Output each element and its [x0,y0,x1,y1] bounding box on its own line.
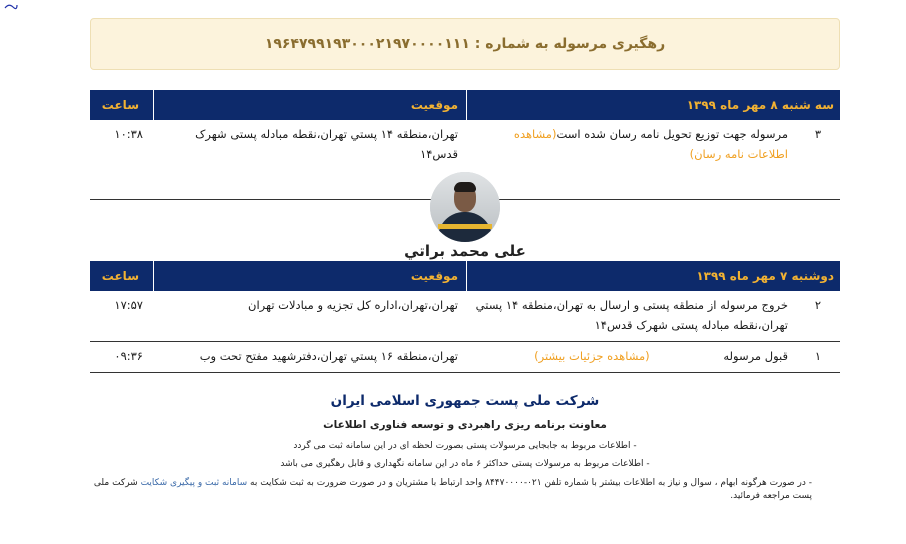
row-number: ۳ [814,127,822,141]
footer-info-line-1: - اطلاعات مربوط به جابجایی مرسولات پستی بصورت لحظه ای در این سامانه ثبت می گردد [293,441,637,451]
footer-info-line-2: - اطلاعات مربوط به مرسولات پستی حداکثر ۶ ماه در این سامانه نگهداری و قابل رهگیری می باشد [280,459,650,469]
location-header: موقعیت [153,90,466,120]
footer-dept: معاونت برنامه ریزی راهبردی و توسعه فناوری اطلاعات [323,419,607,431]
table-header [90,90,840,120]
row-description [466,342,796,372]
row-time: ۱۷:۵۷ [114,298,143,312]
row-location: تهران،منطقه ۱۴ پستي تهران،نقطه مبادله پستی شهرک قدس۱۴ [195,127,458,161]
footer [90,393,840,503]
row-number: ۲ [814,298,822,312]
tracking-title: رهگیری مرسوله به شماره : ۱۹۶۴۷۹۹۱۹۳۰۰۰۲۱۹۷۰۰۰۰۱۱۱ [264,36,666,52]
courier-name: علی محمد براتي [404,242,526,260]
tracking-title-box [90,18,840,70]
view-postman-info-link[interactable]: (مشاهده اطلاعات نامه رسان) [513,127,788,161]
courier-avatar [430,172,500,242]
complaint-system-link[interactable]: سامانه ثبت و پیگیری شکایت [140,478,248,488]
date-header: دوشنبه ۷ مهر ماه ۱۳۹۹ [466,261,840,291]
table-row [90,291,840,342]
location-header: موقعیت [153,261,466,291]
time-header: ساعت [101,269,139,283]
tracking-table-day-2 [90,261,840,373]
footer-note-prefix: - در صورت هرگونه ابهام ، سوال و نیاز به اطلاعات بیشتر با شماره تلفن ۰۲۱-۸۴۴۷۰۰۰۰ واحد ارتباط با مشتریان و در صورت ضرورت به ثبت شکایت به [250,478,812,488]
view-more-details-link[interactable]: (مشاهده جزئیات بیشتر) [534,349,650,363]
row-time: ۰۹:۳۶ [114,349,143,363]
footer-org-title: شرکت ملی پست جمهوری اسلامی ایران [330,393,600,409]
footer-contact-note [90,477,840,503]
row-description-text: مرسوله جهت توزیع تحویل نامه رسان شده است [556,127,788,141]
row-location: تهران،منطقه ۱۶ پستي تهران،دفترشهید مفتح تحت وب [199,349,458,363]
row-time: ۱۰:۳۸ [114,127,143,141]
row-description: خروج مرسوله از منطقه پستی و ارسال به تهران،منطقه ۱۴ پستي تهران،نقطه مبادله پستی شهرک قدس۱۴ [475,298,788,332]
row-description-text: قبول مرسوله [723,349,788,363]
footer-note-suffix: شرکت ملی پست مراجعه فرمائید. [93,478,812,501]
date-header: سه شنبه ۸ مهر ماه ۱۳۹۹ [466,90,840,120]
corner-mark-icon [4,2,18,10]
row-location: تهران،تهران،اداره کل تجزیه و مبادلات تهران [248,298,458,312]
row-number: ۱ [814,349,822,363]
table-row [90,342,840,373]
table-header [90,261,840,291]
row-description [466,120,796,199]
time-header: ساعت [101,98,139,112]
